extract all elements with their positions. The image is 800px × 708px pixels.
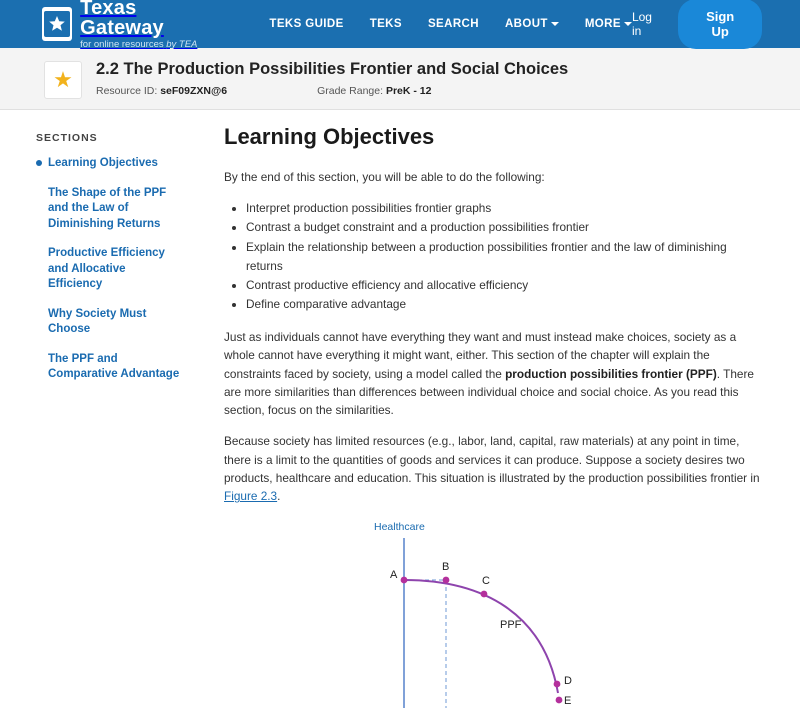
point-c	[481, 591, 488, 598]
paragraph-2-text-a: Because society has limited resources (e.g., labor, land, capital, raw materials) at any point in time, there is a limit to the quantities of goods and services it can produce. Suppose a society desires two products, healthcare and education. This situation is illustrated by the production possibilities frontier in	[224, 434, 760, 485]
objectives-intro: By the end of this section, you will be able to do the following:	[224, 170, 545, 184]
resource-header	[0, 48, 800, 110]
resource-id-value: seF09ZXN@6	[160, 85, 228, 97]
sidebar-item-learning-objectives[interactable]: Learning Objectives	[36, 156, 182, 172]
page-body	[0, 110, 800, 708]
figure-2-3-link[interactable]: Figure 2.3	[224, 489, 278, 504]
site-logo[interactable]	[42, 0, 209, 50]
nav-item-search[interactable]: SEARCH	[427, 18, 479, 30]
point-b	[443, 577, 450, 584]
paragraph-1-text-b: . There are more similarities than differences between individual choice and social choice. As you read this section, focus on the similarities.	[224, 366, 754, 418]
list-item: • Explain the relationship between a production possibilities frontier and the law of diminishing returns	[246, 238, 762, 276]
header-actions	[632, 0, 784, 49]
ppf-chart	[224, 518, 644, 708]
signup-button[interactable]: Sign Up	[678, 0, 762, 49]
login-link[interactable]: Log in	[631, 10, 652, 38]
paragraph-limited-resources	[224, 432, 762, 505]
ppf-curve-label: PPF	[500, 619, 522, 632]
point-c-label: C	[482, 575, 490, 588]
grade-range-label: Grade Range:	[317, 85, 384, 97]
nav-item-about[interactable]: ABOUT	[505, 18, 559, 30]
ppf-figure	[224, 518, 762, 708]
nav-item-teks[interactable]: TEKS	[369, 18, 402, 30]
sections-sidebar	[0, 124, 196, 708]
main-content	[196, 124, 800, 708]
brand-subtitle-main: for online resources	[80, 39, 164, 51]
star-icon: ★	[53, 67, 73, 92]
favorite-star-button[interactable]	[44, 61, 82, 99]
list-item: • Contrast productive efficiency and allocative efficiency	[246, 276, 762, 295]
brand-title: Texas Gateway	[80, 0, 164, 40]
list-item: • Interpret production possibilities frontier graphs	[246, 199, 762, 218]
grade-range	[317, 85, 431, 97]
ppf-term: production possibilities frontier (PPF)	[505, 366, 717, 381]
point-b-label: B	[442, 561, 450, 574]
sidebar-item-shape-of-ppf[interactable]: The Shape of the PPF and the Law of Diminishing Returns	[48, 186, 167, 230]
point-a-label: A	[390, 569, 398, 582]
page-title: 2.2 The Production Possibilities Frontier and Social Choices	[96, 60, 569, 78]
chevron-down-icon	[551, 22, 559, 26]
chevron-down-icon	[624, 22, 632, 26]
site-header	[0, 0, 800, 51]
main-nav	[269, 18, 632, 30]
nav-item-more[interactable]: MORE	[585, 18, 632, 30]
y-axis-label: Healthcare	[374, 521, 425, 534]
list-item: • Contrast a budget constraint and a production possibilities frontier	[246, 218, 762, 237]
point-d-label: D	[564, 675, 572, 688]
brand-subtitle	[80, 40, 209, 50]
brand-subtitle-italic: by TEA	[166, 39, 198, 51]
list-item: • Define comparative advantage	[246, 295, 762, 314]
resource-id-label: Resource ID:	[96, 85, 158, 97]
sidebar-heading: SECTIONS	[36, 132, 98, 144]
sidebar-item-comparative-advantage[interactable]: The PPF and Comparative Advantage	[48, 352, 180, 381]
nav-item-teks-guide[interactable]: TEKS GUIDE	[269, 18, 344, 30]
ppf-curve	[404, 580, 558, 693]
paragraph-1-text-a: Just as individuals cannot have everything they want and must instead make choices, society as a whole cannot have everything it might want, either. This section of the chapter will explain the constraints faced by society, using a model called the	[224, 329, 737, 381]
point-a	[401, 577, 408, 584]
resource-id	[96, 85, 227, 97]
point-e	[556, 697, 563, 704]
grade-range-value: PreK - 12	[385, 85, 432, 97]
sidebar-item-why-society-must-choose[interactable]: Why Society Must Choose	[48, 307, 147, 336]
paragraph-society-choices	[224, 328, 762, 419]
section-heading: Learning Objectives	[224, 124, 435, 149]
objectives-list	[224, 199, 762, 314]
point-e-label: E	[564, 695, 572, 708]
star-badge-icon	[42, 7, 72, 41]
sidebar-item-productive-efficiency[interactable]: Productive Efficiency and Allocative Efficiency	[48, 247, 165, 291]
paragraph-2-text-b: .	[277, 489, 281, 504]
point-d	[554, 681, 561, 688]
